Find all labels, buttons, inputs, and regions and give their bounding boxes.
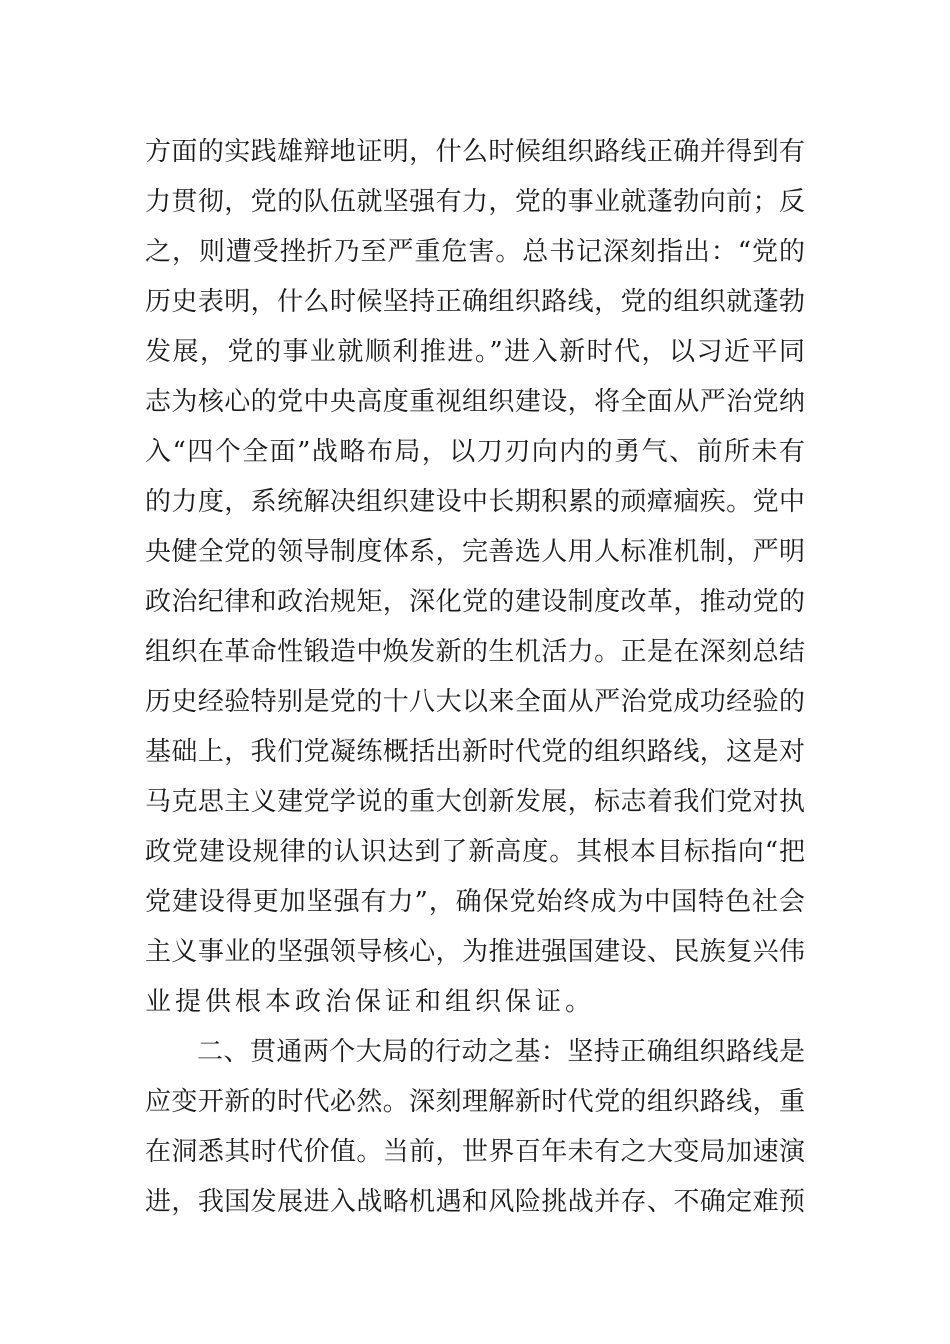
text-line: 马克思主义建党学说的重大创新发展，标志着我们党对执 (145, 787, 805, 817)
text-line: 之，则遭受挫折乃至严重危害。总书记深刻指出：“党的 (145, 237, 805, 267)
text-line: 志为核心的党中央高度重视组织建设，将全面从严治党纳 (145, 387, 805, 417)
text-line: 业提供根本政治保证和组织保证。 (145, 987, 596, 1017)
text-line: 主义事业的坚强领导核心，为推进强国建设、民族复兴伟 (145, 937, 805, 967)
text-line: 基础上，我们党凝练概括出新时代党的组织路线，这是对 (145, 737, 805, 767)
text-line: 政党建设规律的认识达到了新高度。其根本目标指向“把 (145, 837, 805, 867)
text-line: 历史经验特别是党的十八大以来全面从严治党成功经验的 (145, 687, 805, 717)
text-line: 央健全党的领导制度体系，完善选人用人标准机制，严明 (145, 537, 805, 567)
text-line: 应变开新的时代必然。深刻理解新时代党的组织路线，重 (145, 1087, 805, 1117)
text-line: 发展，党的事业就顺利推进。”进入新时代，以习近平同 (145, 337, 805, 367)
text-line: 方面的实践雄辩地证明，什么时候组织路线正确并得到有 (145, 137, 805, 167)
text-line: 进，我国发展进入战略机遇和风险挑战并存、不确定难预 (145, 1187, 805, 1217)
text-line: 组织在革命性锻造中焕发新的生机活力。正是在深刻总结 (145, 637, 805, 667)
text-line: 入“四个全面”战略布局，以刀刃向内的勇气、前所未有 (145, 437, 805, 467)
text-line: 历史表明，什么时候坚持正确组织路线，党的组织就蓬勃 (145, 287, 805, 317)
text-line: 党建设得更加坚强有力”，确保党始终成为中国特色社会 (145, 887, 805, 917)
text-line: 力贯彻，党的队伍就坚强有力，党的事业就蓬勃向前；反 (145, 187, 805, 217)
text-line: 的力度，系统解决组织建设中长期积累的顽瘴痼疾。党中 (145, 487, 805, 517)
section-heading-line: 二、贯通两个大局的行动之基：坚持正确组织路线是 (197, 1037, 805, 1067)
text-line: 在洞悉其时代价值。当前，世界百年未有之大变局加速演 (145, 1137, 805, 1167)
text-line: 政治纪律和政治规矩，深化党的建设制度改革，推动党的 (145, 587, 805, 617)
